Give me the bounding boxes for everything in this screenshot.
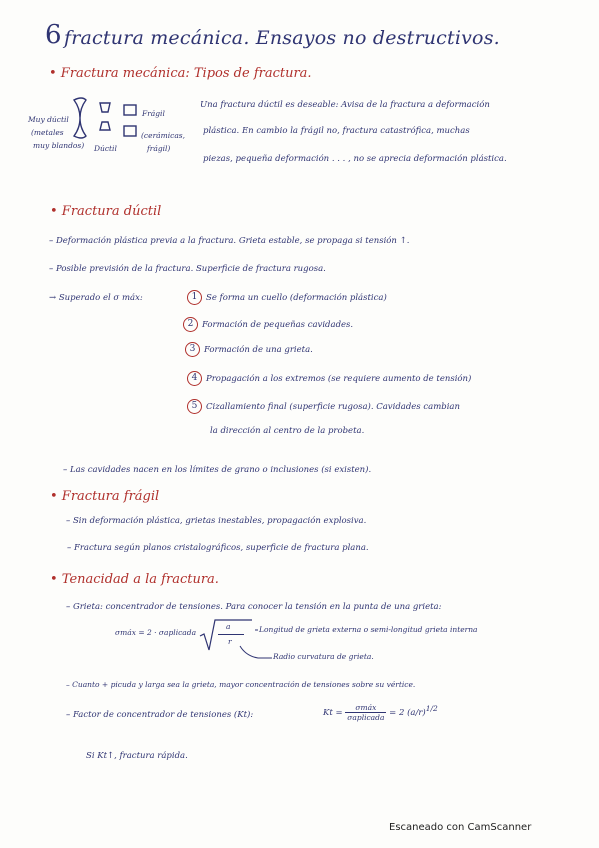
- section-heading-toughness: • Tenacidad a la fractura.: [50, 572, 219, 587]
- ductile-line-2: – Posible previsión de la fractura. Superficie de fractura rugosa.: [49, 264, 326, 274]
- scanner-watermark: Escaneado con CamScanner: [389, 822, 532, 833]
- formula-sqrt-numerator: a: [226, 622, 231, 631]
- brittle-line-2: – Fractura según planos cristalográficos, superficie de fractura plana.: [67, 543, 369, 553]
- diagram-label-brittle-2: frágil): [147, 144, 171, 153]
- kt-exponent: 1/2: [425, 704, 438, 714]
- step-number-5: 5: [187, 399, 202, 414]
- toughness-line-1: – Grieta: concentrador de tensiones. Para conocer la tensión en la punta de una grieta:: [66, 602, 442, 612]
- section-heading-ductile: • Fractura dúctil: [50, 204, 162, 219]
- step-number-3: 3: [185, 342, 200, 357]
- diagram-label-soft: muy blandos): [33, 141, 85, 150]
- formula-sqrt-denominator: r: [228, 637, 232, 646]
- brittle-line-1: – Sin deformación plástica, grietas inestables, propagación explosiva.: [66, 516, 367, 526]
- kt-lhs: Kt =: [323, 708, 343, 718]
- step-number-2: 2: [183, 317, 198, 332]
- kt-numerator: σmáx: [345, 703, 386, 713]
- toughness-line-2: – Cuanto + picuda y larga sea la grieta, mayor concentración de tensiones sobre su vértice.: [66, 680, 416, 689]
- ductile-line-1: – Deformación plástica previa a la fractura. Grieta estable, se propaga si tensión ↑.: [49, 236, 410, 246]
- step-number-1: 1: [187, 290, 202, 305]
- toughness-line-3: – Factor de concentrador de tensiones (Kt):: [66, 710, 254, 720]
- intro-text-line-3: piezas, pequeña deformación . . . , no se aprecia deformación plástica.: [203, 154, 507, 164]
- page-title: fractura mecánica. Ensayos no destructivos.: [64, 27, 500, 49]
- kt-rhs: = 2 (a/r): [389, 708, 426, 718]
- step-text-5: Cizallamiento final (superficie rugosa). Cavidades cambian: [206, 402, 460, 412]
- chapter-number: 6: [45, 20, 62, 50]
- step-text-1: Se forma un cuello (deformación plástica): [206, 293, 387, 303]
- kt-formula: [323, 703, 438, 722]
- formula-lhs: σmáx = 2 · σaplicada: [115, 628, 197, 637]
- kt-denominator: σaplicada: [347, 713, 385, 722]
- ductile-line-4: – Las cavidades nacen en los límites de grano o inclusiones (si existen).: [63, 465, 372, 475]
- toughness-line-4: Si Kt↑, fractura rápida.: [86, 751, 188, 761]
- diagram-label-very-ductile: Muy dúctil: [28, 115, 69, 124]
- diagram-label-brittle: Frágil: [142, 109, 165, 118]
- formula-note-radius: Radio curvatura de grieta.: [273, 652, 374, 661]
- step-text-3: Formación de una grieta.: [204, 345, 313, 355]
- section-heading-brittle: • Fractura frágil: [50, 489, 160, 504]
- section-heading-fracture-types: • Fractura mecánica: Tipos de fractura.: [49, 66, 312, 81]
- diagram-label-metals: (metales: [31, 128, 64, 137]
- diagram-label-ceramics: (cerámicas,: [141, 131, 186, 140]
- intro-text-line-1: Una fractura dúctil es deseable: Avisa de la fractura a deformación: [200, 100, 490, 110]
- formula-note-crack-length: Longitud de grieta externa o semi-longitud grieta interna: [259, 625, 478, 634]
- ductile-line-3: → Superado el σ máx:: [49, 293, 143, 303]
- step-5-continuation: la dirección al centro de la probeta.: [210, 426, 365, 436]
- formula-fraction-bar: [218, 634, 244, 635]
- step-text-2: Formación de pequeñas cavidades.: [202, 320, 354, 330]
- step-number-4: 4: [187, 371, 202, 386]
- kt-fraction: [345, 703, 386, 722]
- step-text-4: Propagación a los extremos (se requiere aumento de tensión): [206, 374, 472, 384]
- intro-text-line-2: plástica. En cambio la frágil no, fractura catastrófica, muchas: [203, 126, 470, 136]
- diagram-label-ductile: Dúctil: [94, 144, 117, 153]
